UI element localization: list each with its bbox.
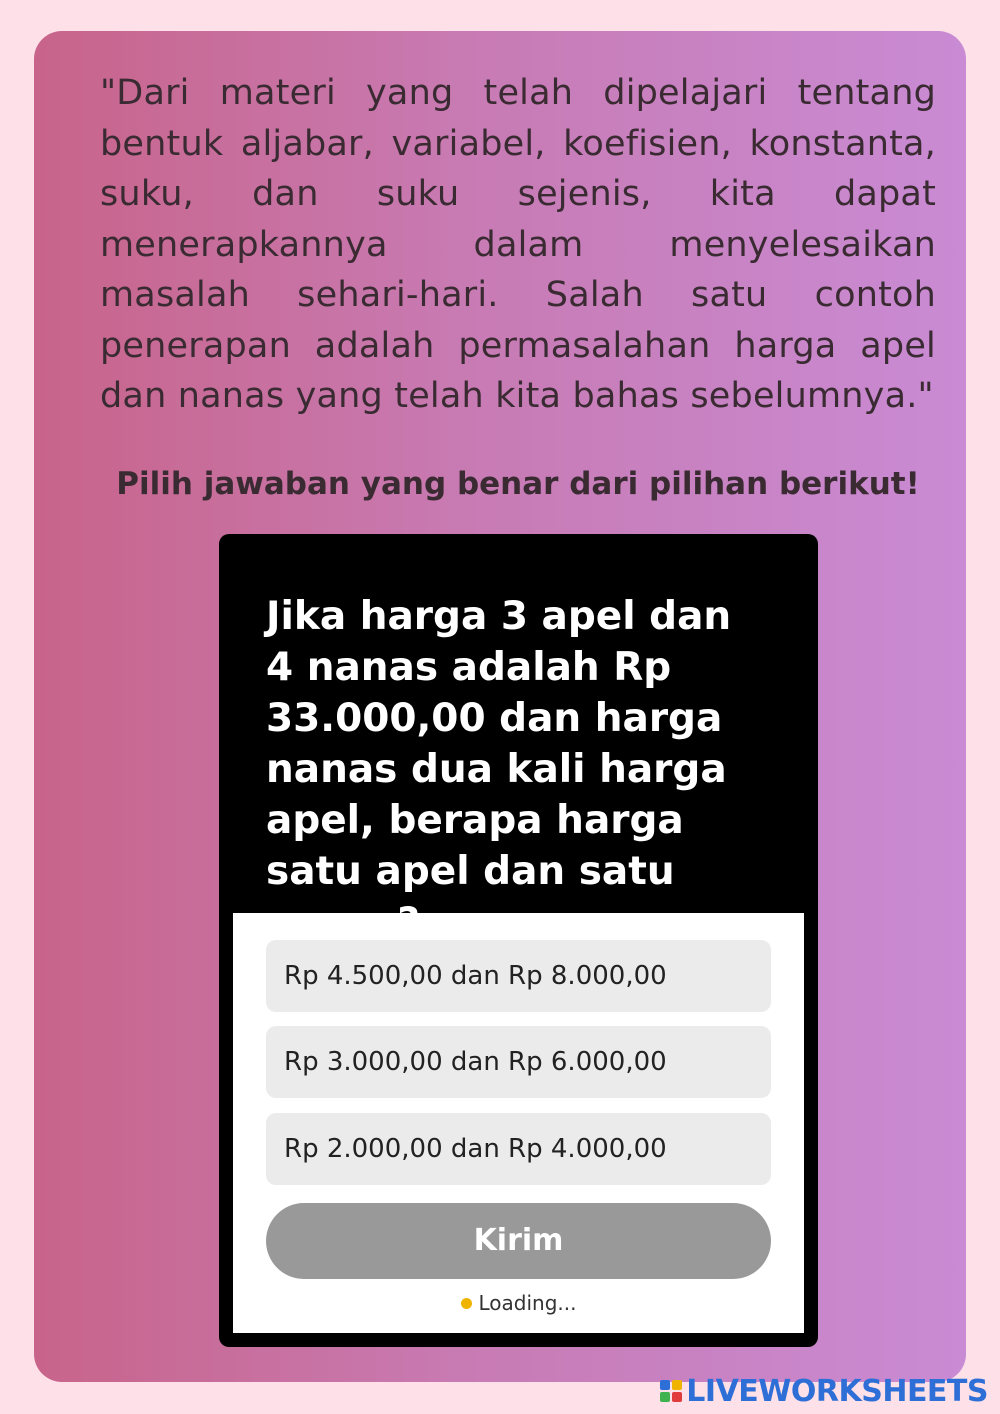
answer-option-2[interactable]: Rp 3.000,00 dan Rp 6.000,00 — [266, 1026, 771, 1098]
question-box — [233, 548, 804, 913]
brand-watermark — [660, 1375, 988, 1407]
quiz-widget — [219, 534, 818, 1347]
status-dot-icon — [461, 1298, 472, 1309]
logo-square-1 — [660, 1380, 670, 1390]
question-text: Jika harga 3 apel dan 4 nanas adalah Rp 33.000,00 dan harga nanas dua kali harga apel, berapa harga satu apel dan satu — [266, 594, 732, 894]
answer-option-1[interactable]: Rp 4.500,00 dan Rp 8.000,00 — [266, 940, 771, 1012]
logo-square-3 — [660, 1392, 670, 1402]
logo-square-4 — [672, 1392, 682, 1402]
loading-status — [233, 1291, 804, 1315]
intro-paragraph: "Dari materi yang telah dipelajari tentang bentuk aljabar, variabel, koefisien, konstanta, suku, dan suku sejenis, kita dapat menerapkannya dalam menyelesaikan masalah sehari-hari. Salah satu contoh penerapan adalah permasalahan harga apel dan nanas yang telah kita bahas sebelumnya." — [100, 73, 936, 416]
liveworksheets-logo-icon — [660, 1380, 682, 1402]
logo-square-2 — [672, 1380, 682, 1390]
brand-name: LIVEWORKSHEETS — [686, 1373, 988, 1409]
answer-area — [233, 913, 804, 1333]
loading-text: Loading... — [478, 1291, 577, 1315]
submit-button[interactable]: Kirim — [266, 1203, 771, 1279]
instruction-text: Pilih jawaban yang benar dari pilihan berikut! — [116, 466, 920, 502]
answer-option-3[interactable]: Rp 2.000,00 dan Rp 4.000,00 — [266, 1113, 771, 1185]
